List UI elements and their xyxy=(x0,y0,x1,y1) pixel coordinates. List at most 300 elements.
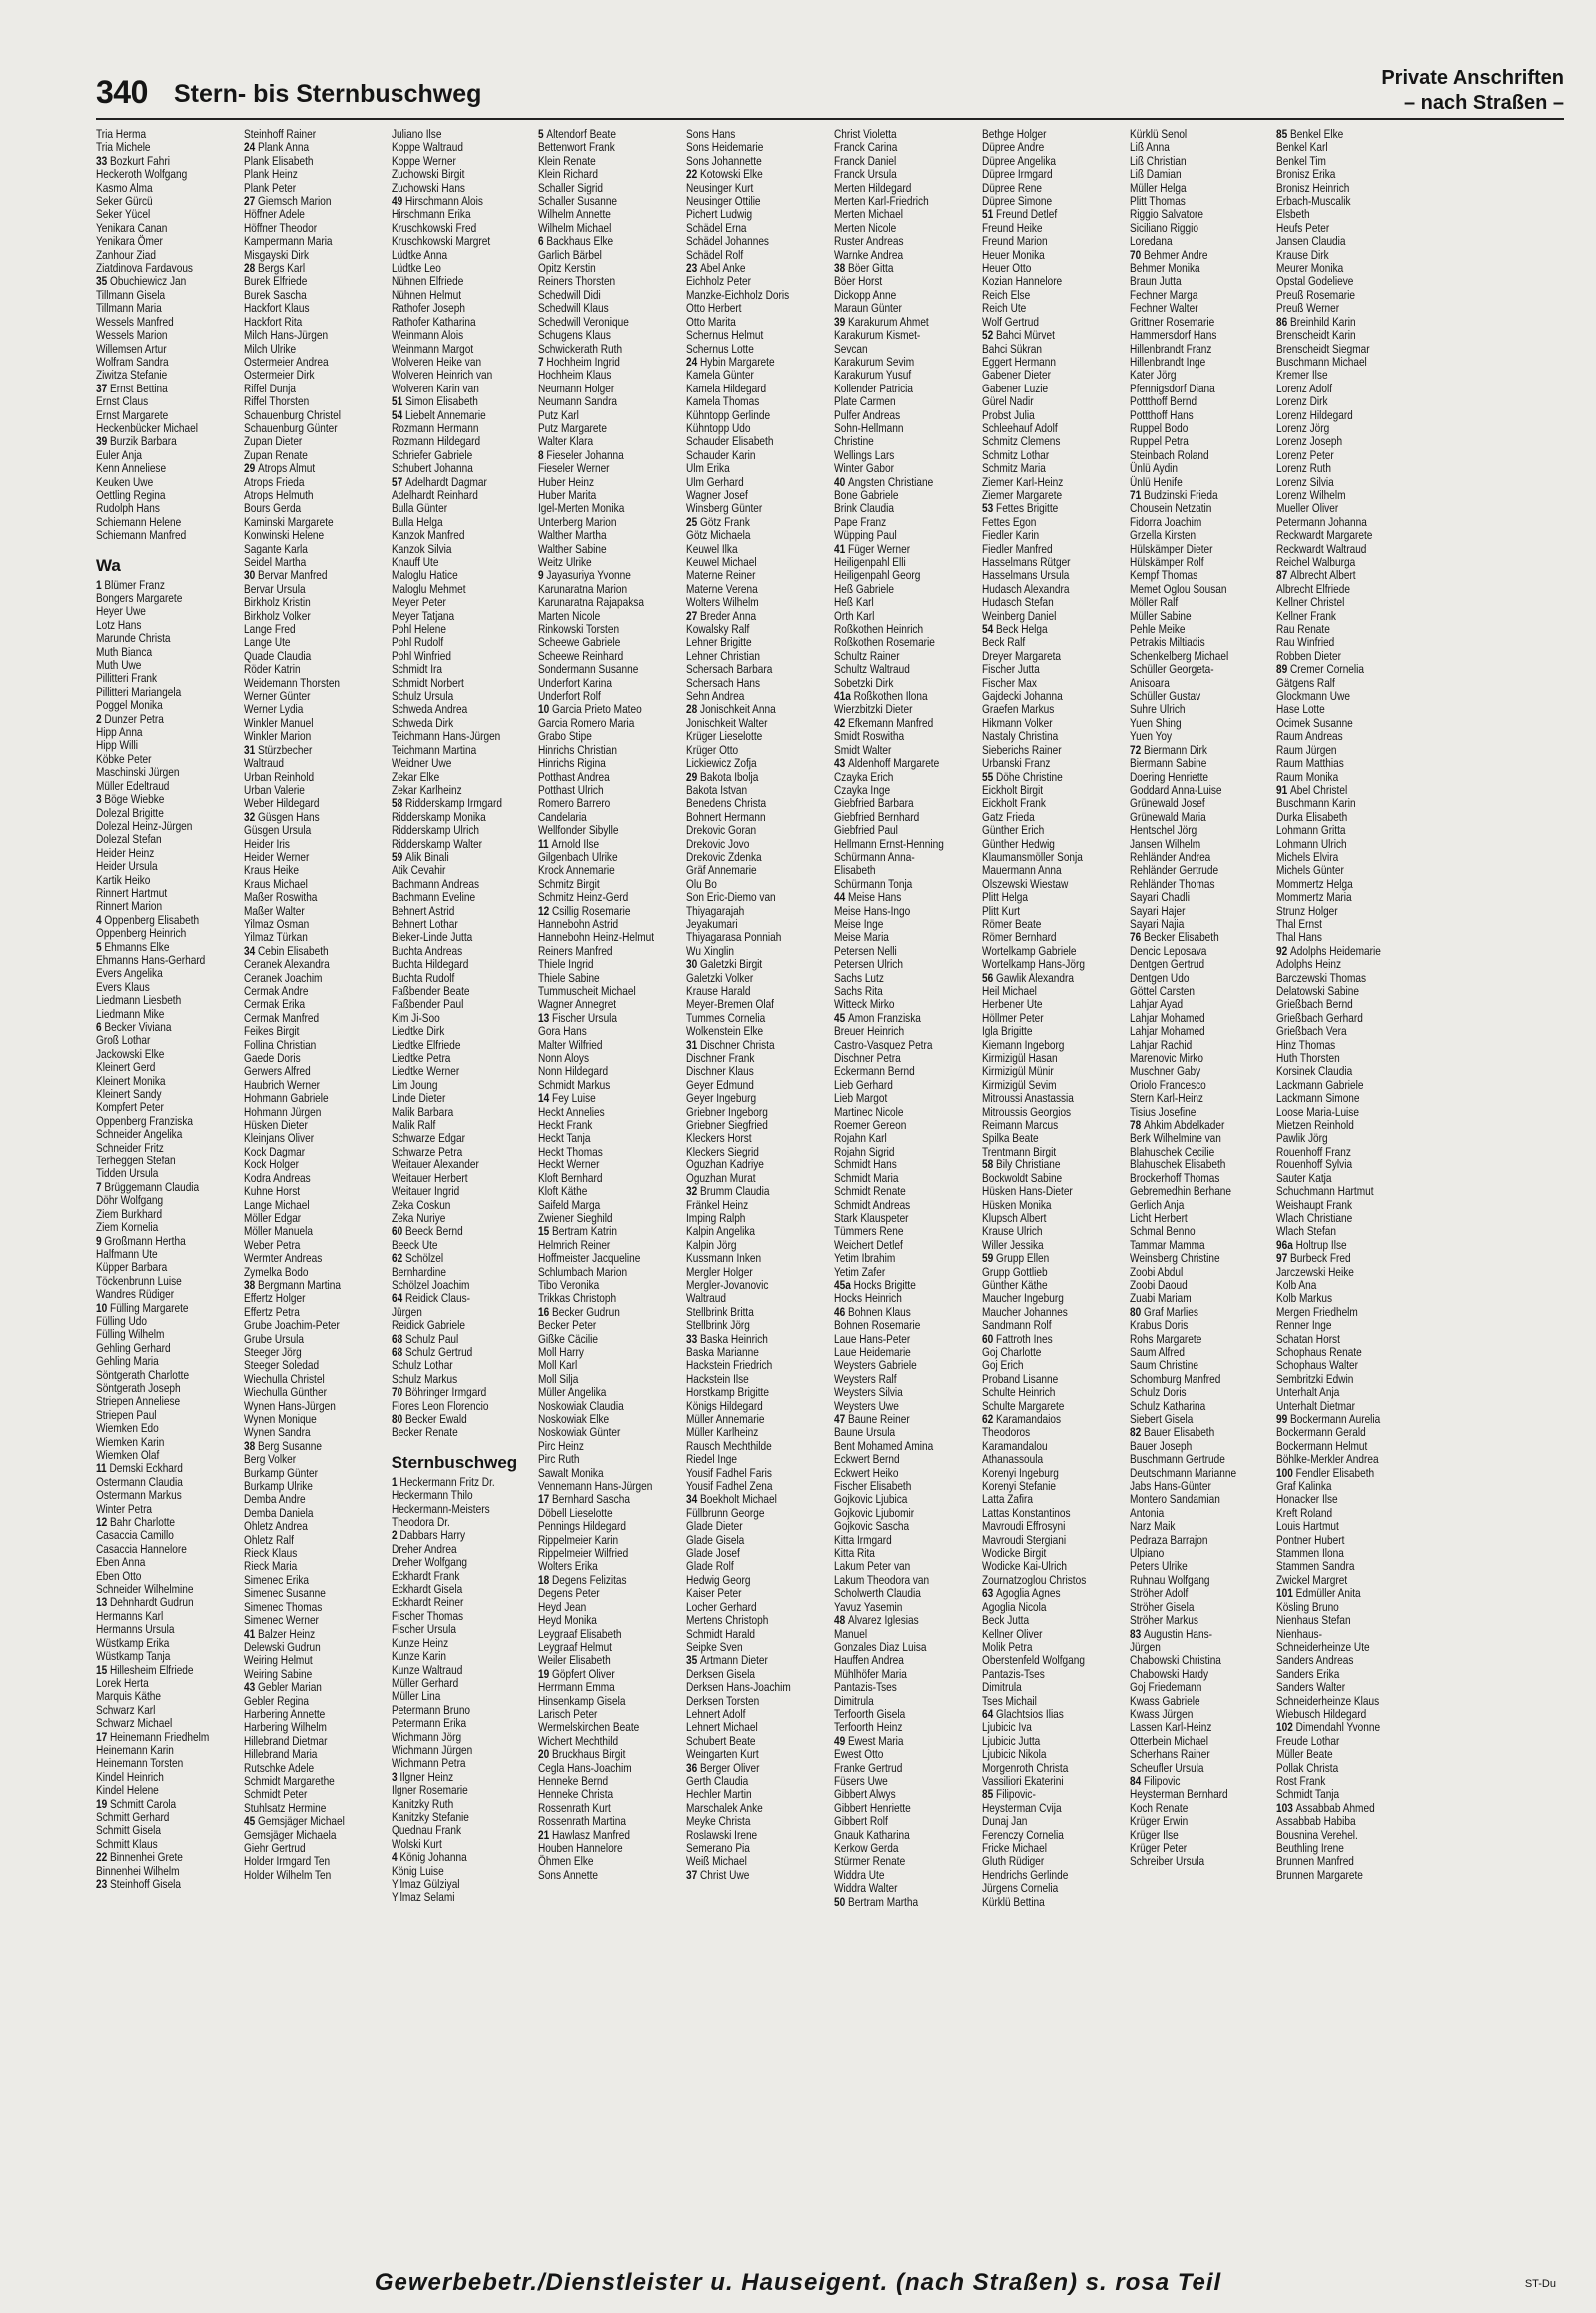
directory-entry: Schulte Margarete xyxy=(981,1398,1065,1413)
directory-entry: Sembritzki Edwin xyxy=(1276,1371,1354,1386)
directory-entry: Derksen Gisela xyxy=(686,1666,756,1681)
directory-entry: Koppe Werner xyxy=(391,153,456,168)
directory-entry: 76 Becker Elisabeth xyxy=(1129,930,1219,945)
directory-entry: Liedmann Liesbeth xyxy=(96,993,182,1008)
directory-entry: 102 Dimendahl Yvonne xyxy=(1276,1720,1381,1735)
directory-entry: Holder Wilhelm Ten xyxy=(243,1867,332,1882)
directory-entry: Schmitt Klaus xyxy=(96,1836,158,1851)
directory-entry: Bervar Ursula xyxy=(243,581,306,596)
directory-entry: Wodicke Birgit xyxy=(981,1546,1047,1561)
directory-entry: Elsbeth xyxy=(1276,207,1311,222)
directory-entry: Schophaus Walter xyxy=(1276,1358,1359,1373)
directory-entry: Küpper Barbara xyxy=(96,1260,168,1275)
directory-entry: Lehnert Adolf xyxy=(686,1706,746,1721)
directory-entry: Seipke Sven xyxy=(686,1639,743,1654)
directory-entry: Quade Claudia xyxy=(243,648,312,663)
directory-entry: Ziem Burkhard xyxy=(96,1206,163,1221)
directory-entry: Konwinski Helene xyxy=(243,528,324,543)
directory-entry: Jackowski Elke xyxy=(96,1046,165,1061)
directory-entry: Marenovic Mirko xyxy=(1129,1051,1203,1066)
directory-entry: Kindel Heinrich xyxy=(96,1769,164,1784)
directory-entry: 80 Graf Marlies xyxy=(1129,1304,1198,1319)
house-number: 40 xyxy=(834,474,849,489)
directory-entry: 11 Demski Eckhard xyxy=(96,1461,183,1476)
house-number: 54 xyxy=(981,622,996,637)
house-number: 43 xyxy=(834,756,849,771)
directory-entry: Werner Günter xyxy=(243,689,311,704)
directory-entry: Wilhelm Michael xyxy=(538,220,612,235)
house-number: 5 xyxy=(538,128,547,141)
directory-entry: Huber Marita xyxy=(538,487,597,502)
directory-entry: 70 Böhringer Irmgard xyxy=(391,1385,486,1400)
directory-entry: Rozmann Hildegard xyxy=(391,434,480,449)
section-heading-line1: Private Anschriften xyxy=(1381,67,1564,89)
directory-entry: Cegla Hans-Joachim xyxy=(538,1760,632,1775)
directory-entry: Plank Elisabeth xyxy=(243,153,314,168)
directory-entry: Gerlich Anja xyxy=(1129,1197,1184,1212)
directory-entry: Schenkelberg Michael xyxy=(1129,648,1228,663)
directory-entry: Heyd Jean xyxy=(538,1599,587,1614)
directory-entry: Lorek Herta xyxy=(96,1675,149,1690)
directory-entry: Schernus Lotte xyxy=(686,341,755,356)
directory-entry: Mietzen Reinhold xyxy=(1276,1118,1355,1133)
directory-entry: Weinberg Daniel xyxy=(981,608,1057,623)
directory-entry: Hikmann Volker xyxy=(981,715,1053,730)
directory-entry: Tria Michele xyxy=(96,140,151,155)
directory-entry: Brockerhoff Thomas xyxy=(1129,1170,1220,1185)
house-number: 24 xyxy=(686,354,701,369)
house-number: 45 xyxy=(834,1010,849,1025)
directory-entry: Pape Franz xyxy=(834,514,887,529)
directory-entry: 36 Berger Oliver xyxy=(686,1760,760,1775)
directory-entry: Schmidt Peter xyxy=(243,1787,308,1802)
house-number: 33 xyxy=(96,153,111,168)
directory-entry: Bongers Margarete xyxy=(96,591,183,605)
house-number: 64 xyxy=(391,1291,405,1306)
directory-entry: Hellmann Ernst-Henning xyxy=(834,836,944,851)
directory-entry: Gojkovic Ljubomir xyxy=(834,1505,915,1520)
directory-entry: Buschmann Karin xyxy=(1276,796,1356,811)
directory-entry: Reckwardt Margarete xyxy=(1276,528,1373,543)
directory-entry: Terfoorth Heinz xyxy=(834,1720,903,1735)
directory-entry: 71 Budzinski Frieda xyxy=(1129,487,1218,502)
directory-entry: 33 Baska Heinrich xyxy=(686,1331,769,1346)
directory-entry: Griebner Ingeborg xyxy=(686,1104,769,1119)
directory-entry: 7 Brüggemann Claudia xyxy=(96,1179,200,1194)
directory-entry: Schmal Benno xyxy=(1129,1224,1196,1239)
directory-entry: Huber Heinz xyxy=(538,474,595,489)
directory-entry: Schmidt Tanja xyxy=(1276,1787,1340,1802)
directory-entry: Casaccia Hannelore xyxy=(96,1541,187,1556)
house-number: 58 xyxy=(391,796,405,811)
directory-entry: 37 Ernst Bettina xyxy=(96,381,168,395)
directory-entry: Pohl Rudolf xyxy=(391,635,443,650)
directory-entry: Kanzok Silvia xyxy=(391,541,452,556)
directory-entry: Neusinger Kurt xyxy=(686,180,754,195)
directory-entry: Antonia xyxy=(1129,1505,1164,1520)
directory-entry: 86 Breinhild Karin xyxy=(1276,314,1357,329)
directory-entry: Witteck Mirko xyxy=(834,997,895,1012)
directory-entry: Dentgen Udo xyxy=(1129,970,1190,985)
directory-entry: Heckt Annelies xyxy=(538,1104,606,1119)
directory-entry: Follina Christian xyxy=(243,1037,317,1052)
directory-entry: Müller Karlheinz xyxy=(686,1425,759,1440)
directory-entry: Muth Uwe xyxy=(96,658,142,673)
directory-entry: Hipp Anna xyxy=(96,725,143,740)
directory-entry: Hudasch Stefan xyxy=(981,595,1054,610)
directory-entry: Thiyagarasa Ponniah xyxy=(686,930,782,945)
house-number: 43 xyxy=(243,1680,258,1695)
directory-entry: Plitt Helga xyxy=(981,890,1028,905)
directory-entry: Gaede Doris xyxy=(243,1051,301,1066)
directory-entry: 63 Agoglia Agnes xyxy=(981,1586,1061,1601)
house-number: 24 xyxy=(243,140,258,155)
directory-entry: Gojkovic Sascha xyxy=(834,1519,910,1534)
directory-entry: Martinec Nicole xyxy=(834,1104,904,1119)
directory-entry: 30 Galetzki Birgit xyxy=(686,957,763,972)
directory-entry: Graf Kalinka xyxy=(1276,1479,1332,1494)
directory-entry: Schauenburg Christel xyxy=(243,407,341,422)
house-number: 7 xyxy=(96,1179,105,1194)
directory-entry: Kwass Jürgen xyxy=(1129,1706,1193,1721)
directory-entry: Giehr Gertrud xyxy=(243,1841,306,1855)
directory-entry: 7 Hochheim Ingrid xyxy=(538,354,621,369)
directory-entry: Weysters Gabriele xyxy=(834,1358,917,1373)
directory-entry: Erbach-Muscalik xyxy=(1276,194,1351,209)
directory-entry: 20 Bruckhaus Birgit xyxy=(538,1747,626,1762)
directory-entry: Kamela Thomas xyxy=(686,394,760,409)
house-number: 32 xyxy=(243,809,258,824)
directory-entry: Petermann Bruno xyxy=(391,1702,470,1717)
house-number: 48 xyxy=(834,1613,849,1628)
directory-entry: Lohmann Ulrich xyxy=(1276,836,1348,851)
directory-entry: Teichmann Hans-Jürgen xyxy=(391,729,500,744)
directory-entry: Füllbrunn George xyxy=(686,1505,765,1520)
directory-entry: Schuchmann Hartmut xyxy=(1276,1184,1374,1199)
directory-entry: Underfort Rolf xyxy=(538,689,602,704)
directory-entry: Lange Ute xyxy=(243,635,291,650)
directory-entry: Warnke Andrea xyxy=(834,247,904,262)
directory-entry: 59 Alik Binali xyxy=(391,849,449,864)
directory-entry: Schwarze Edgar xyxy=(391,1131,465,1146)
directory-entry: 85 Benkel Elke xyxy=(1276,128,1344,141)
directory-entry: Zymelka Bodo xyxy=(243,1264,309,1279)
directory-entry: Rojahn Sigrid xyxy=(834,1144,895,1158)
directory-entry: Scherhans Rainer xyxy=(1129,1747,1210,1762)
directory-entry: Walther Martha xyxy=(538,528,607,543)
directory-entry: Gluth Rüdiger xyxy=(981,1854,1045,1869)
directory-entry: Riffel Thorsten xyxy=(243,394,309,409)
directory-entry: Thal Hans xyxy=(1276,930,1323,945)
directory-entry: Heckeroth Wolfgang xyxy=(96,167,188,182)
directory-entry: 64 Reidick Claus- xyxy=(391,1291,470,1306)
directory-entry: 46 Bohnen Klaus xyxy=(834,1304,911,1319)
directory-entry: Kanitzky Ruth xyxy=(391,1796,453,1811)
directory-entry: Hasselmans Rütger xyxy=(981,555,1071,569)
directory-entry: Lange Michael xyxy=(243,1197,310,1212)
directory-entry: Krüger Ilse xyxy=(1129,1827,1179,1842)
directory-entry: Garcia Romero Maria xyxy=(538,715,635,730)
directory-entry: Lorenz Silvia xyxy=(1276,474,1335,489)
directory-entry: Hedwig Georg xyxy=(686,1572,751,1587)
directory-entry: Saifeld Marga xyxy=(538,1197,601,1212)
directory-entry: Potthast Andrea xyxy=(538,769,611,784)
directory-entry: Fricke Michael xyxy=(981,1841,1047,1855)
directory-entry: Glade Rolf xyxy=(686,1559,734,1574)
directory-entry: Roslawski Irene xyxy=(686,1827,758,1842)
directory-entry: 47 Baune Reiner xyxy=(834,1412,910,1426)
directory-entry: Oguzhan Kadriye xyxy=(686,1157,765,1172)
directory-entry: Hillenbrandt Inge xyxy=(1129,354,1205,369)
directory-entry: Putz Margarete xyxy=(538,420,608,435)
directory-entry: Liß Anna xyxy=(1129,140,1170,155)
directory-entry: Krüger Erwin xyxy=(1129,1814,1188,1829)
directory-entry: Fülling Udo xyxy=(96,1313,148,1328)
directory-entry: Weitauer Herbert xyxy=(391,1170,468,1185)
directory-entry: Maloglu Mehmet xyxy=(391,581,466,596)
directory-entry: Goj Friedemann xyxy=(1129,1680,1201,1695)
directory-entry: Atrops Helmuth xyxy=(243,487,314,502)
directory-entry: Winkler Manuel xyxy=(243,715,314,730)
directory-entry: Preuß Rosemarie xyxy=(1276,287,1356,302)
directory-entry: Zoobi Abdul xyxy=(1129,1264,1183,1279)
directory-entry: Dreyer Margareta xyxy=(981,648,1061,663)
directory-entry: Raum Matthias xyxy=(1276,756,1345,771)
directory-entry: Ilgner Rosemarie xyxy=(391,1783,468,1798)
directory-entry: Franck Carina xyxy=(834,140,898,155)
directory-entry: Düpree Simone xyxy=(981,194,1052,209)
directory-entry: Effertz Holger xyxy=(243,1291,306,1306)
directory-entry: Cermak Andre xyxy=(243,984,309,998)
directory-entry: Bent Mohamed Amina xyxy=(834,1438,934,1453)
directory-entry: Laue Hans-Peter xyxy=(834,1331,911,1346)
directory-entry: Ridderskamp Walter xyxy=(391,836,482,851)
directory-entry: Pohl Helene xyxy=(391,622,446,637)
directory-entry: Underfort Karina xyxy=(538,675,613,690)
house-number: 99 xyxy=(1276,1412,1291,1426)
directory-entry: Pirc Ruth xyxy=(538,1452,580,1467)
house-number: 70 xyxy=(1129,247,1144,262)
directory-entry: Oppenberg Heinrich xyxy=(96,926,187,941)
directory-entry: Güsgen Ursula xyxy=(243,823,312,838)
directory-entry: Henneke Bernd xyxy=(538,1773,609,1788)
street-heading: Sternbuschweg xyxy=(391,1452,518,1472)
directory-entry: Stammen Sandra xyxy=(1276,1559,1355,1574)
directory-entry: 62 Karamandaios xyxy=(981,1412,1061,1426)
directory-entry: Hase Lotte xyxy=(1276,702,1326,717)
directory-entry: Stürmer Renate xyxy=(834,1854,906,1869)
directory-entry: 13 Fischer Ursula xyxy=(538,1010,618,1025)
directory-entry: Thiele Sabine xyxy=(538,970,601,985)
directory-entry: Fränkel Heinz xyxy=(686,1197,749,1212)
directory-entry: Ströher Markus xyxy=(1129,1613,1198,1628)
directory-entry: Unterhalt Dietmar xyxy=(1276,1398,1356,1413)
directory-entry: Sayari Chadli xyxy=(1129,890,1190,905)
directory-entry: Lorenz Joseph xyxy=(1276,434,1343,449)
directory-entry: Kozian Hannelore xyxy=(981,274,1062,289)
directory-entry: Gilgenbach Ulrike xyxy=(538,849,618,864)
house-number: 10 xyxy=(96,1300,111,1315)
directory-entry: Meyke Christa xyxy=(686,1814,751,1829)
directory-entry: Heyer Uwe xyxy=(96,604,146,619)
directory-entry: Franck Ursula xyxy=(834,167,897,182)
directory-entry: Wichmann Jörg xyxy=(391,1729,461,1744)
house-number: 72 xyxy=(1129,742,1144,757)
directory-entry: Wichert Mechthild xyxy=(538,1733,619,1748)
directory-entry: Lorenz Ruth xyxy=(1276,461,1332,476)
directory-entry: Meyer Peter xyxy=(391,595,446,610)
directory-entry: Laue Heidemarie xyxy=(834,1344,911,1359)
directory-entry: Sieberichs Rainer xyxy=(981,742,1062,757)
directory-entry: Korenyi Stefanie xyxy=(981,1479,1056,1494)
directory-entry: Widdra Ute xyxy=(834,1867,885,1882)
directory-entry: Blahuschek Elisabeth xyxy=(1129,1157,1226,1172)
directory-entry: Gebler Regina xyxy=(243,1693,309,1708)
directory-entry: Doering Henriette xyxy=(1129,769,1208,784)
directory-entry: Weysters Silvia xyxy=(834,1385,903,1400)
directory-entry: Grießbach Gerhard xyxy=(1276,1010,1364,1025)
house-number: 34 xyxy=(243,943,258,958)
directory-entry: Gibbert Alwys xyxy=(834,1787,896,1802)
directory-entry: Holder Irmgard Ten xyxy=(243,1854,330,1869)
house-number: 29 xyxy=(686,769,701,784)
directory-entry: Manzke-Eichholz Doris xyxy=(686,287,790,302)
directory-entry: Willemsen Artur xyxy=(96,341,167,356)
directory-entry: 56 Gawlik Alexandra xyxy=(981,970,1074,985)
directory-entry: Tümmers Rene xyxy=(834,1224,904,1239)
directory-entry: Kasmo Alma xyxy=(96,180,153,195)
directory-entry: Glockmann Uwe xyxy=(1276,689,1351,704)
directory-entry: Nastaly Christina xyxy=(981,729,1059,744)
directory-entry: Probst Julia xyxy=(981,407,1035,422)
directory-entry: Deutschmann Marianne xyxy=(1129,1465,1236,1480)
directory-entry: Sauter Katja xyxy=(1276,1170,1332,1185)
directory-entry: Ünlü Aydin xyxy=(1129,461,1178,476)
directory-entry: 60 Fattroth Ines xyxy=(981,1331,1053,1346)
directory-entry: 10 Fülling Margarete xyxy=(96,1300,189,1315)
directory-entry: Schmidt Markus xyxy=(538,1077,611,1092)
directory-entry: Schernus Helmut xyxy=(686,328,764,343)
directory-entry: Steeger Soledad xyxy=(243,1358,319,1373)
directory-entry: Merten Nicole xyxy=(834,220,897,235)
directory-entry: Kiemann Ingeborg xyxy=(981,1037,1065,1052)
directory-entry: Schultz Rainer xyxy=(834,648,900,663)
directory-entry: Striepen Paul xyxy=(96,1407,157,1422)
house-number: 96a xyxy=(1276,1237,1297,1252)
directory-entry: Yenikara Canan xyxy=(96,220,168,235)
directory-entry: Wolveren Heinrich van xyxy=(391,368,492,383)
directory-entry: Petrakis Miltiadis xyxy=(1129,635,1205,650)
directory-entry: 22 Binnenhei Grete xyxy=(96,1850,183,1865)
directory-entry: Rozmann Hermann xyxy=(391,420,479,435)
directory-entry: Opitz Kerstin xyxy=(538,261,597,276)
directory-entry: Chabowski Christina xyxy=(1129,1653,1221,1668)
directory-entry: Geyer Ingeburg xyxy=(686,1091,757,1106)
house-number: 101 xyxy=(1276,1586,1297,1601)
directory-entry: Hipp Willi xyxy=(96,738,139,753)
directory-entry: Lackmann Simone xyxy=(1276,1091,1360,1106)
directory-entry: Ziem Kornelia xyxy=(96,1220,159,1235)
directory-entry: Benedens Christa xyxy=(686,796,767,811)
directory-entry: Hammersdorf Hans xyxy=(1129,328,1217,343)
directory-entry: Mertens Christoph xyxy=(686,1613,769,1628)
directory-entry: Grube Joachim-Peter xyxy=(243,1318,340,1333)
directory-entry: Walter Klara xyxy=(538,434,594,449)
directory-entry: Riedel Inge xyxy=(686,1452,738,1467)
directory-entry: Gerth Claudia xyxy=(686,1773,749,1788)
directory-entry: Suhre Ulrich xyxy=(1129,702,1186,717)
directory-entry: Ewest Otto xyxy=(834,1747,884,1762)
house-number: 21 xyxy=(538,1827,553,1842)
footer-note: Gewerbebetr./Dienstleister u. Hauseigent. (nach Straßen) s. rosa Teil xyxy=(374,2269,1222,2296)
directory-entry: Evers Angelika xyxy=(96,966,163,981)
directory-entry: Groß Lothar xyxy=(96,1033,151,1048)
directory-entry: Roemer Gereon xyxy=(834,1118,907,1133)
directory-entry: Pillitteri Mariangela xyxy=(96,684,182,699)
directory-entry: Schiemann Helene xyxy=(96,514,182,529)
directory-entry: Bours Gerda xyxy=(243,501,301,516)
house-number: 84 xyxy=(1129,1773,1144,1788)
directory-entry: Hentschel Jörg xyxy=(1129,823,1197,838)
directory-entry: Lackmann Gabriele xyxy=(1276,1077,1364,1092)
directory-entry: Rohs Margarete xyxy=(1129,1331,1201,1346)
directory-entry: Milch Ulrike xyxy=(243,341,296,356)
directory-entry: Beck Jutta xyxy=(981,1613,1029,1628)
directory-entry: Kolb Ana xyxy=(1276,1277,1317,1292)
directory-entry: Fischer Max xyxy=(981,675,1037,690)
directory-entry: Heckenbücker Michael xyxy=(96,420,199,435)
directory-entry: Heider Iris xyxy=(243,836,290,851)
house-number: 27 xyxy=(686,608,701,623)
directory-entry: Klein Richard xyxy=(538,167,599,182)
directory-entry: Neusinger Ottilie xyxy=(686,194,761,209)
house-number: 45 xyxy=(243,1814,258,1829)
directory-entry: Misgayski Dirk xyxy=(243,247,309,262)
directory-entry: Molik Petra xyxy=(981,1639,1033,1654)
directory-entry: Otto Marita xyxy=(686,314,737,329)
directory-entry: Kuhne Horst xyxy=(243,1184,300,1199)
directory-entry: Reidick Gabriele xyxy=(391,1318,465,1333)
directory-entry: Smidt Roswitha xyxy=(834,729,905,744)
directory-entry: Meise Maria xyxy=(834,930,889,945)
directory-entry: 45 Gemsjäger Michael xyxy=(243,1814,345,1829)
directory-entry: Hillebrand Dietmar xyxy=(243,1733,328,1748)
directory-entry: Harbering Annette xyxy=(243,1706,326,1721)
directory-entry: Wandres Rüdiger xyxy=(96,1287,175,1302)
directory-entry: Brunnen Margarete xyxy=(1276,1867,1364,1882)
directory-entry: Urban Reinhold xyxy=(243,769,314,784)
directory-entry: Düpree Irmgard xyxy=(981,167,1053,182)
directory-entry: Ocimek Susanne xyxy=(1276,715,1354,730)
directory-entry: Schugens Klaus xyxy=(538,328,612,343)
directory-entry: Düpree Andre xyxy=(981,140,1045,155)
directory-entry: Pulfer Andreas xyxy=(834,407,901,422)
directory-entry: Gehling Gerhard xyxy=(96,1340,171,1355)
directory-entry: Wlach Stefan xyxy=(1276,1224,1337,1239)
directory-entry: Weitz Ulrike xyxy=(538,555,592,569)
directory-entry: Schwarz Karl xyxy=(96,1702,156,1717)
directory-entry: Kenn Anneliese xyxy=(96,461,167,476)
directory-entry: Höffner Theodor xyxy=(243,220,317,235)
directory-entry: Schmidt Renate xyxy=(834,1184,906,1199)
directory-entry: Wlach Christiane xyxy=(1276,1210,1353,1225)
directory-entry: Gonzales Diaz Luisa xyxy=(834,1639,927,1654)
directory-entry: Opstal Godelieve xyxy=(1276,274,1354,289)
directory-entry: Kanzok Manfred xyxy=(391,528,465,543)
directory-entry: Kirmizigül Hasan xyxy=(981,1051,1058,1066)
directory-entry: Nonn Hildegard xyxy=(538,1064,609,1079)
directory-entry: Gemsjäger Michaela xyxy=(243,1827,337,1842)
